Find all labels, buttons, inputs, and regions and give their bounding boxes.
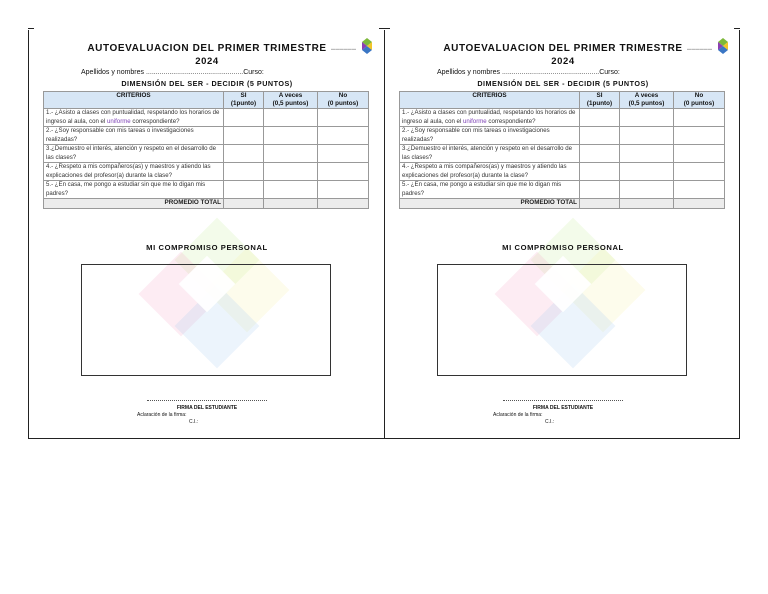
total-label: PROMEDIO TOTAL [44,199,224,209]
dimension-heading: DIMENSIÓN DEL SER - DECIDIR (5 PUNTOS) [121,79,293,88]
criteria-body [400,109,725,209]
total-row [44,199,369,209]
signature-line [503,400,623,401]
logo-text: ▬▬▬▬▬▬ [687,46,713,51]
aveces-cell[interactable] [620,109,674,127]
table-header-row [400,92,725,109]
criterion-text: 1.- ¿Asisto a clases con puntualidad, respetando los horarios de ingreso al aula, con el uniforme correspondiente? [44,109,224,127]
si-cell[interactable] [224,127,264,145]
table-row [44,109,369,127]
aveces-cell[interactable] [620,145,674,163]
no-column-header: No (0 puntos) [674,92,725,109]
si-column-header: SI (1punto) [580,92,620,109]
table-row [44,127,369,145]
criterion-text: 4.- ¿Respeto a mis compañeros(as) y maestros y atiendo las explicaciones del profesor(a) durante la clase? [44,163,224,181]
criteria-column-header: CRITERIOS [400,92,580,109]
names-dots: .................................................. [145,69,244,76]
commitment-title: MI COMPROMISO PERSONAL [502,243,624,252]
total-row [400,199,725,209]
aveces-cell[interactable] [620,127,674,145]
aveces-cell[interactable] [264,181,318,199]
aveces-cell[interactable] [620,181,674,199]
aveces-cell[interactable] [264,163,318,181]
si-total-cell[interactable] [580,199,620,209]
page-year: 2024 [195,56,219,67]
signature-label: FIRMA DEL ESTUDIANTE [176,405,238,411]
criterion-text: 5.- ¿En casa, me pongo a estudiar sin que me lo digan mis padres? [400,181,580,199]
aveces-column-header: A veces (0,5 puntos) [264,92,318,109]
no-cell[interactable] [674,181,725,199]
criterion-text: 4.- ¿Respeto a mis compañeros(as) y maestros y atiendo las explicaciones del profesor(a) durante la clase? [400,163,580,181]
si-total-cell[interactable] [224,199,264,209]
si-cell[interactable] [580,163,620,181]
signature-label: FIRMA DEL ESTUDIANTE [532,405,594,411]
course-label: Curso: [599,69,620,76]
no-cell[interactable] [318,181,369,199]
names-line [81,69,264,76]
signature-line [147,400,267,401]
course-label: Curso: [243,69,264,76]
page-title: AUTOEVALUACION DEL PRIMER TRIMESTRE [87,43,327,54]
no-cell[interactable] [318,109,369,127]
page-title: AUTOEVALUACION DEL PRIMER TRIMESTRE [443,43,683,54]
ci-label: C.I.: [545,419,555,425]
names-dots: .................................................. [501,69,600,76]
si-cell[interactable] [580,127,620,145]
no-column-header: No (0 puntos) [318,92,369,109]
aveces-total-cell[interactable] [264,199,318,209]
si-cell[interactable] [224,145,264,163]
evaluation-sheet-left [28,30,384,439]
table-header-row [44,92,369,109]
aveces-total-cell[interactable] [620,199,674,209]
no-total-cell[interactable] [674,199,725,209]
si-cell[interactable] [580,181,620,199]
criteria-body [44,109,369,209]
si-cell[interactable] [580,145,620,163]
criterion-text: 2.- ¿Soy responsable con mis tareas o investigaciones realizadas? [400,127,580,145]
criterion-text: 3.¿Demuestro el interés, atención y respeto en el desarrollo de las clases? [400,145,580,163]
table-row [44,163,369,181]
si-cell[interactable] [224,163,264,181]
dimension-heading: DIMENSIÓN DEL SER - DECIDIR (5 PUNTOS) [477,79,649,88]
no-cell[interactable] [674,127,725,145]
table-row [400,181,725,199]
table-row [400,145,725,163]
si-cell[interactable] [580,109,620,127]
table-row [400,163,725,181]
corner-tick [384,28,390,29]
criterion-text: 2.- ¿Soy responsable con mis tareas o investigaciones realizadas? [44,127,224,145]
aveces-cell[interactable] [264,145,318,163]
clarification-label: Aclaración de la firma: [493,412,543,418]
logo-text: ▬▬▬▬▬▬ [331,46,357,51]
clarification-label: Aclaración de la firma: [137,412,187,418]
table-row [44,145,369,163]
aveces-column-header: A veces (0,5 puntos) [620,92,674,109]
no-cell[interactable] [318,127,369,145]
aveces-cell[interactable] [264,127,318,145]
criteria-table [399,91,725,209]
criterion-text: 5.- ¿En casa, me pongo a estudiar sin que me lo digan mis padres? [44,181,224,199]
commitment-box[interactable] [81,264,331,376]
no-cell[interactable] [318,163,369,181]
si-cell[interactable] [224,109,264,127]
criteria-column-header: CRITERIOS [44,92,224,109]
corner-tick [734,28,740,29]
table-row [44,181,369,199]
names-line [437,69,620,76]
aveces-cell[interactable] [264,109,318,127]
ci-label: C.I.: [189,419,199,425]
names-label: Apellidos y nombres [437,69,501,76]
corner-tick [28,28,34,29]
page-year: 2024 [551,56,575,67]
criterion-text: 1.- ¿Asisto a clases con puntualidad, respetando los horarios de ingreso al aula, con el uniforme correspondiente? [400,109,580,127]
criteria-table [43,91,369,209]
no-total-cell[interactable] [318,199,369,209]
table-row [400,109,725,127]
names-label: Apellidos y nombres [81,69,145,76]
criterion-text: 3.¿Demuestro el interés, atención y respeto en el desarrollo de las clases? [44,145,224,163]
si-column-header: SI (1punto) [224,92,264,109]
no-cell[interactable] [318,145,369,163]
aveces-cell[interactable] [620,163,674,181]
no-cell[interactable] [674,145,725,163]
si-cell[interactable] [224,181,264,199]
no-cell[interactable] [674,163,725,181]
total-label: PROMEDIO TOTAL [400,199,580,209]
evaluation-sheet-right [384,30,740,439]
commitment-title: MI COMPROMISO PERSONAL [146,243,268,252]
no-cell[interactable] [674,109,725,127]
table-row [400,127,725,145]
commitment-box[interactable] [437,264,687,376]
